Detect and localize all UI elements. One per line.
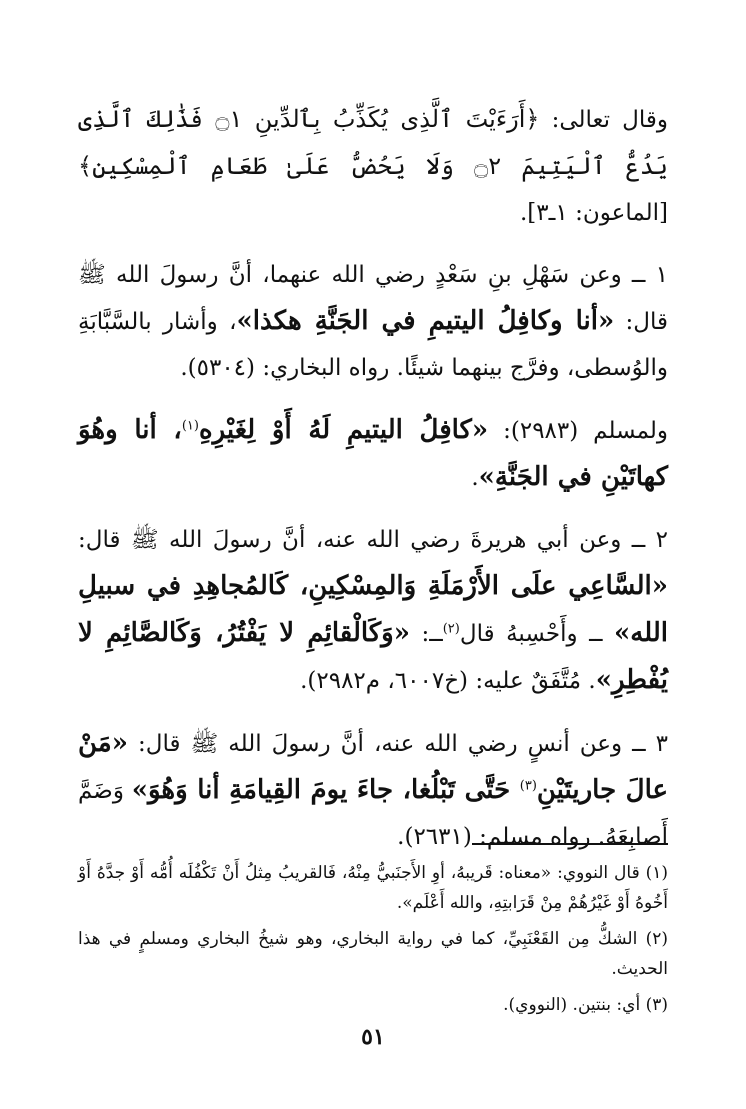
page-number: ٥١ (361, 1024, 385, 1050)
hadith-1-rest: ، وأشار بالسَّبَّابَةِ والوُسطى، وفرَّج بينهما شيئًا. رواه البخاري: (٥٣٠٤). (78, 309, 668, 381)
hadith-1-lead: ١ ــ وعن سَهْلِ بنِ سَعْدٍ رضي الله عنهما، أنَّ رسولَ الله ﷺ قال: (78, 262, 668, 335)
hadith-1 (78, 252, 668, 391)
intro-lead: وقال تعالى: (551, 107, 668, 133)
hadith-3-end: وَضَمَّ أَصابِعَهُ. رواه مسلم: (٢٦٣١). (78, 778, 668, 850)
footnote-1: (١) قال النووي: «معناه: قَريبهُ، أوِ الأَجنَبيُّ مِنْهُ، فَالقريبُ مِثلُ أَنْ تَكْفُلَه أُمُّه أَوْ جدَّهُ أَوْ أَخُوهُ أَوْ غَيْرُهُمْ مِنْ قَرَابتِهِ، والله أَعْلَم». (78, 863, 668, 913)
hadith-2 (78, 517, 668, 704)
hadith-3-quote-2: حَتَّى تَبْلُغا، جاءَ يومَ القِيامَةِ أنا وَهُوَ» (131, 775, 520, 805)
hadith-1-muslim (78, 407, 668, 501)
hadith-3-quote-1: «مَنْ عالَ جاريتَيْنِ (78, 728, 669, 805)
hadith-1b-end: . (471, 465, 479, 491)
hadith-2-mid-1: ــ وأَحْسِبهُ قال (459, 621, 615, 647)
hadith-2-quote-1: «السَّاعِي علَى الأَرْمَلَةِ وَالمِسْكِينِ، كَالمُجاهِدِ في سبيلِ الله» (78, 571, 668, 648)
footnotes (78, 858, 668, 1026)
quran-verse: ﴿أَرَءَيْتَ ٱلَّذِى يُكَذِّبُ بِٱلدِّينِ ۝١ فَذَٰلِكَ ٱلَّذِى يَدُعُّ ٱلْيَتِيمَ ۝٢ وَلَا يَحُضُّ عَلَىٰ طَعَامِ ٱلْمِسْكِينِ﴾ (78, 105, 668, 180)
footnote-marker-2[interactable]: (٢) (442, 621, 460, 637)
hadith-2-lead: ٢ ــ وعن أبي هريرةَ رضي الله عنه، أنَّ رسولَ الله ﷺ قال: (78, 527, 668, 553)
intro-paragraph (78, 96, 668, 236)
hadith-2-quote-2: «وَكَالْقائِمِ لا يَفْتُرُ، وَكَالصَّائِمِ لا يُفْطِرِ» (78, 618, 668, 695)
footnote-3: (٣) أي: بنتين. (النووي). (503, 995, 668, 1015)
hadith-1b-lead: ولمسلم (٢٩٨٣): (488, 418, 669, 444)
hadith-1-quote: «أنا وكافِلُ اليتيمِ في الجَنَّةِ هكذا» (236, 306, 615, 336)
hadith-1b-quote-1: «كافِلُ اليتيمِ لَهُ أَوْ لِغَيْرِهِ (198, 415, 489, 445)
hadith-1b-quote-2: ، أنا وهُوَ كهاتَيْنِ في الجَنَّةِ» (78, 415, 668, 492)
hadith-3-lead: ٣ ــ وعن أنسٍ رضي الله عنه، أنَّ رسولَ الله ﷺ قال: (127, 731, 668, 757)
hadith-2-end: . مُتَّفَقٌ عليه: (خ٦٠٠٧، م٢٩٨٢). (300, 668, 596, 694)
hadith-3 (78, 720, 668, 860)
footnote-separator (472, 843, 668, 845)
footnote-marker-1[interactable]: (١) (181, 418, 199, 434)
footnote-marker-3[interactable]: (٣) (519, 778, 537, 794)
footnote-2: (٢) الشكُّ مِن القَعْنَبِيِّ، كما في رواية البخاري، وهو شيخُ البخاري ومسلمٍ في هذا الحديث. (78, 929, 668, 979)
surah-reference: [الماعون: ١ـ٣]. (520, 200, 668, 226)
hadith-2-mid-2: ــ: (410, 621, 443, 647)
